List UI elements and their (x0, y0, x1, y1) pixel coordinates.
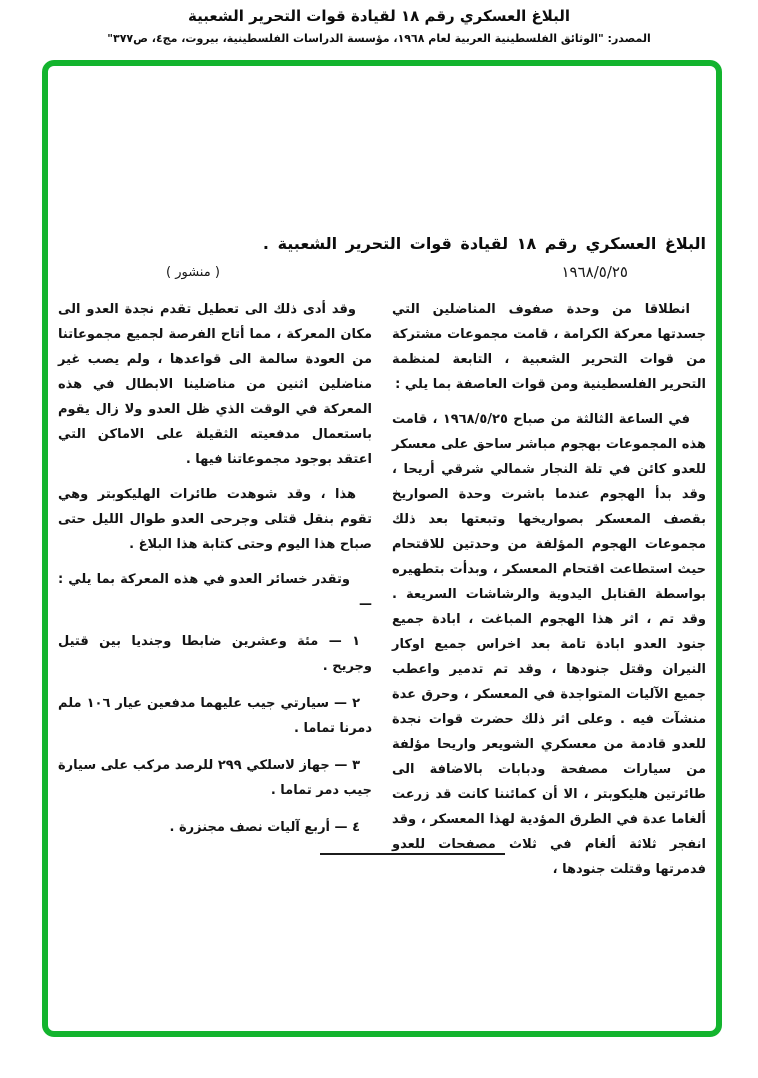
text-column-right (392, 297, 706, 892)
header-title: البلاغ العسكري رقم ١٨ لقيادة قوات التحرير الشعبية (188, 7, 570, 25)
divider-line (320, 853, 505, 855)
header-source: المصدر: "الوثائق الفلسطينية العربية لعام ١٩٦٨، مؤسسة الدراسات الفلسطينية، بيروت، مج٤، ص٣٧٧" (107, 32, 651, 45)
document-title: البلاغ العسكري رقم ١٨ لقيادة قوات التحرير الشعبية . (262, 234, 706, 253)
paragraph: انطلاقا من وحدة صفوف المناضلين التي جسدتها معركة الكرامة ، قامت مجموعات مشتركة من قوات التحرير الشعبية ، التابعة لمنظمة التحرير الفلسطينية ومن قوات العاصفة بما يلي : (392, 302, 706, 392)
paragraph: في الساعة الثالثة من صباح ١٩٦٨/٥/٢٥ ، قامت هذه المجموعات بهجوم مباشر ساحق على معسكر للعدو كائن في تلة النجار شمالي شرقي أريحا ، وقد بدأ الهجوم عندما باشرت وحدة الصواريخ بقصف المعسكر بصواريخها وتبعتها بعد ذلك مجموعات الهجوم المؤلفة من وحدتين للاقتحام حيث استطاعت اقتحام المعسكر ، وبدأت بتطهيره بواسطة القنابل اليدوية والرشاشات السريعة . وقد تم ، اثر هذا الهجوم المباغت ، ابادة جميع جنود العدو ابادة تامة بعد اخراس جميع اوكار النيران وقتل جنودها ، وقد تم تدمير واعطب جميع الآليات المتواجدة في المعسكر ، وحرق عدة منشآت فيه . وعلى اثر ذلك حضرت قوات نجدة للعدو قادمة من معسكري الشويعر واريحا مؤلفة من سيارات مصفحة ودبابات بالاضافة الى طائرتين هليكوبتر ، الا أن كمائننا كانت قد زرعت ألغاما عدة في الطرق المؤدية لهذا المعسكر ، وقد انفجر ثلاثة ألغام في ثلاث مصفحات للعدو فدمرتها وقتلت جنودها ، (392, 412, 706, 877)
publication-note: ( منشور ) (166, 264, 220, 280)
text-columns (58, 297, 706, 892)
paragraph: هذا ، وقد شوهدت طائرات الهليكوبتر وهي تقوم بنقل قتلى وجرحى العدو طوال الليل حتى صباح هذا اليوم وحتى كتابة هذا البلاغ . (58, 487, 372, 552)
text-column-left (58, 297, 372, 892)
losses-intro: وتقدر خسائر العدو في هذه المعركة بما يلي : — (58, 572, 372, 612)
document-meta-row (58, 263, 706, 281)
list-item: ٢ — سيارتي جيب عليهما مدفعين عيار ١٠٦ ملم دمرنا تماما . (58, 696, 372, 736)
list-item: ٤ — أربع آليات نصف مجنزرة . (169, 820, 360, 835)
document-frame (42, 60, 722, 1037)
page-header (0, 0, 758, 45)
paragraph: وقد أدى ذلك الى تعطيل تقدم نجدة العدو الى مكان المعركة ، مما أتاح الفرصة لجميع مجموعاتنا من العودة سالمة الى قواعدها ، ولم يصب غير مناضلين اثنين من مناضلينا الابطال في هذه المعركة في الوقت الذي ظل العدو ولا زال يقوم باستعمال مدفعيته الثقيلة على الاماكن التي اعتقد بوجود مجموعاتنا فيها . (58, 302, 372, 467)
list-item: ٣ — جهاز لاسلكي ٢٩٩ للرصد مركب على سيارة جيب دمر تماما . (58, 758, 372, 798)
list-item: ١ — مئة وعشرين ضابطا وجنديا بين قتيل وجريح . (58, 634, 372, 674)
document-date: ١٩٦٨/٥/٢٥ (561, 263, 628, 281)
